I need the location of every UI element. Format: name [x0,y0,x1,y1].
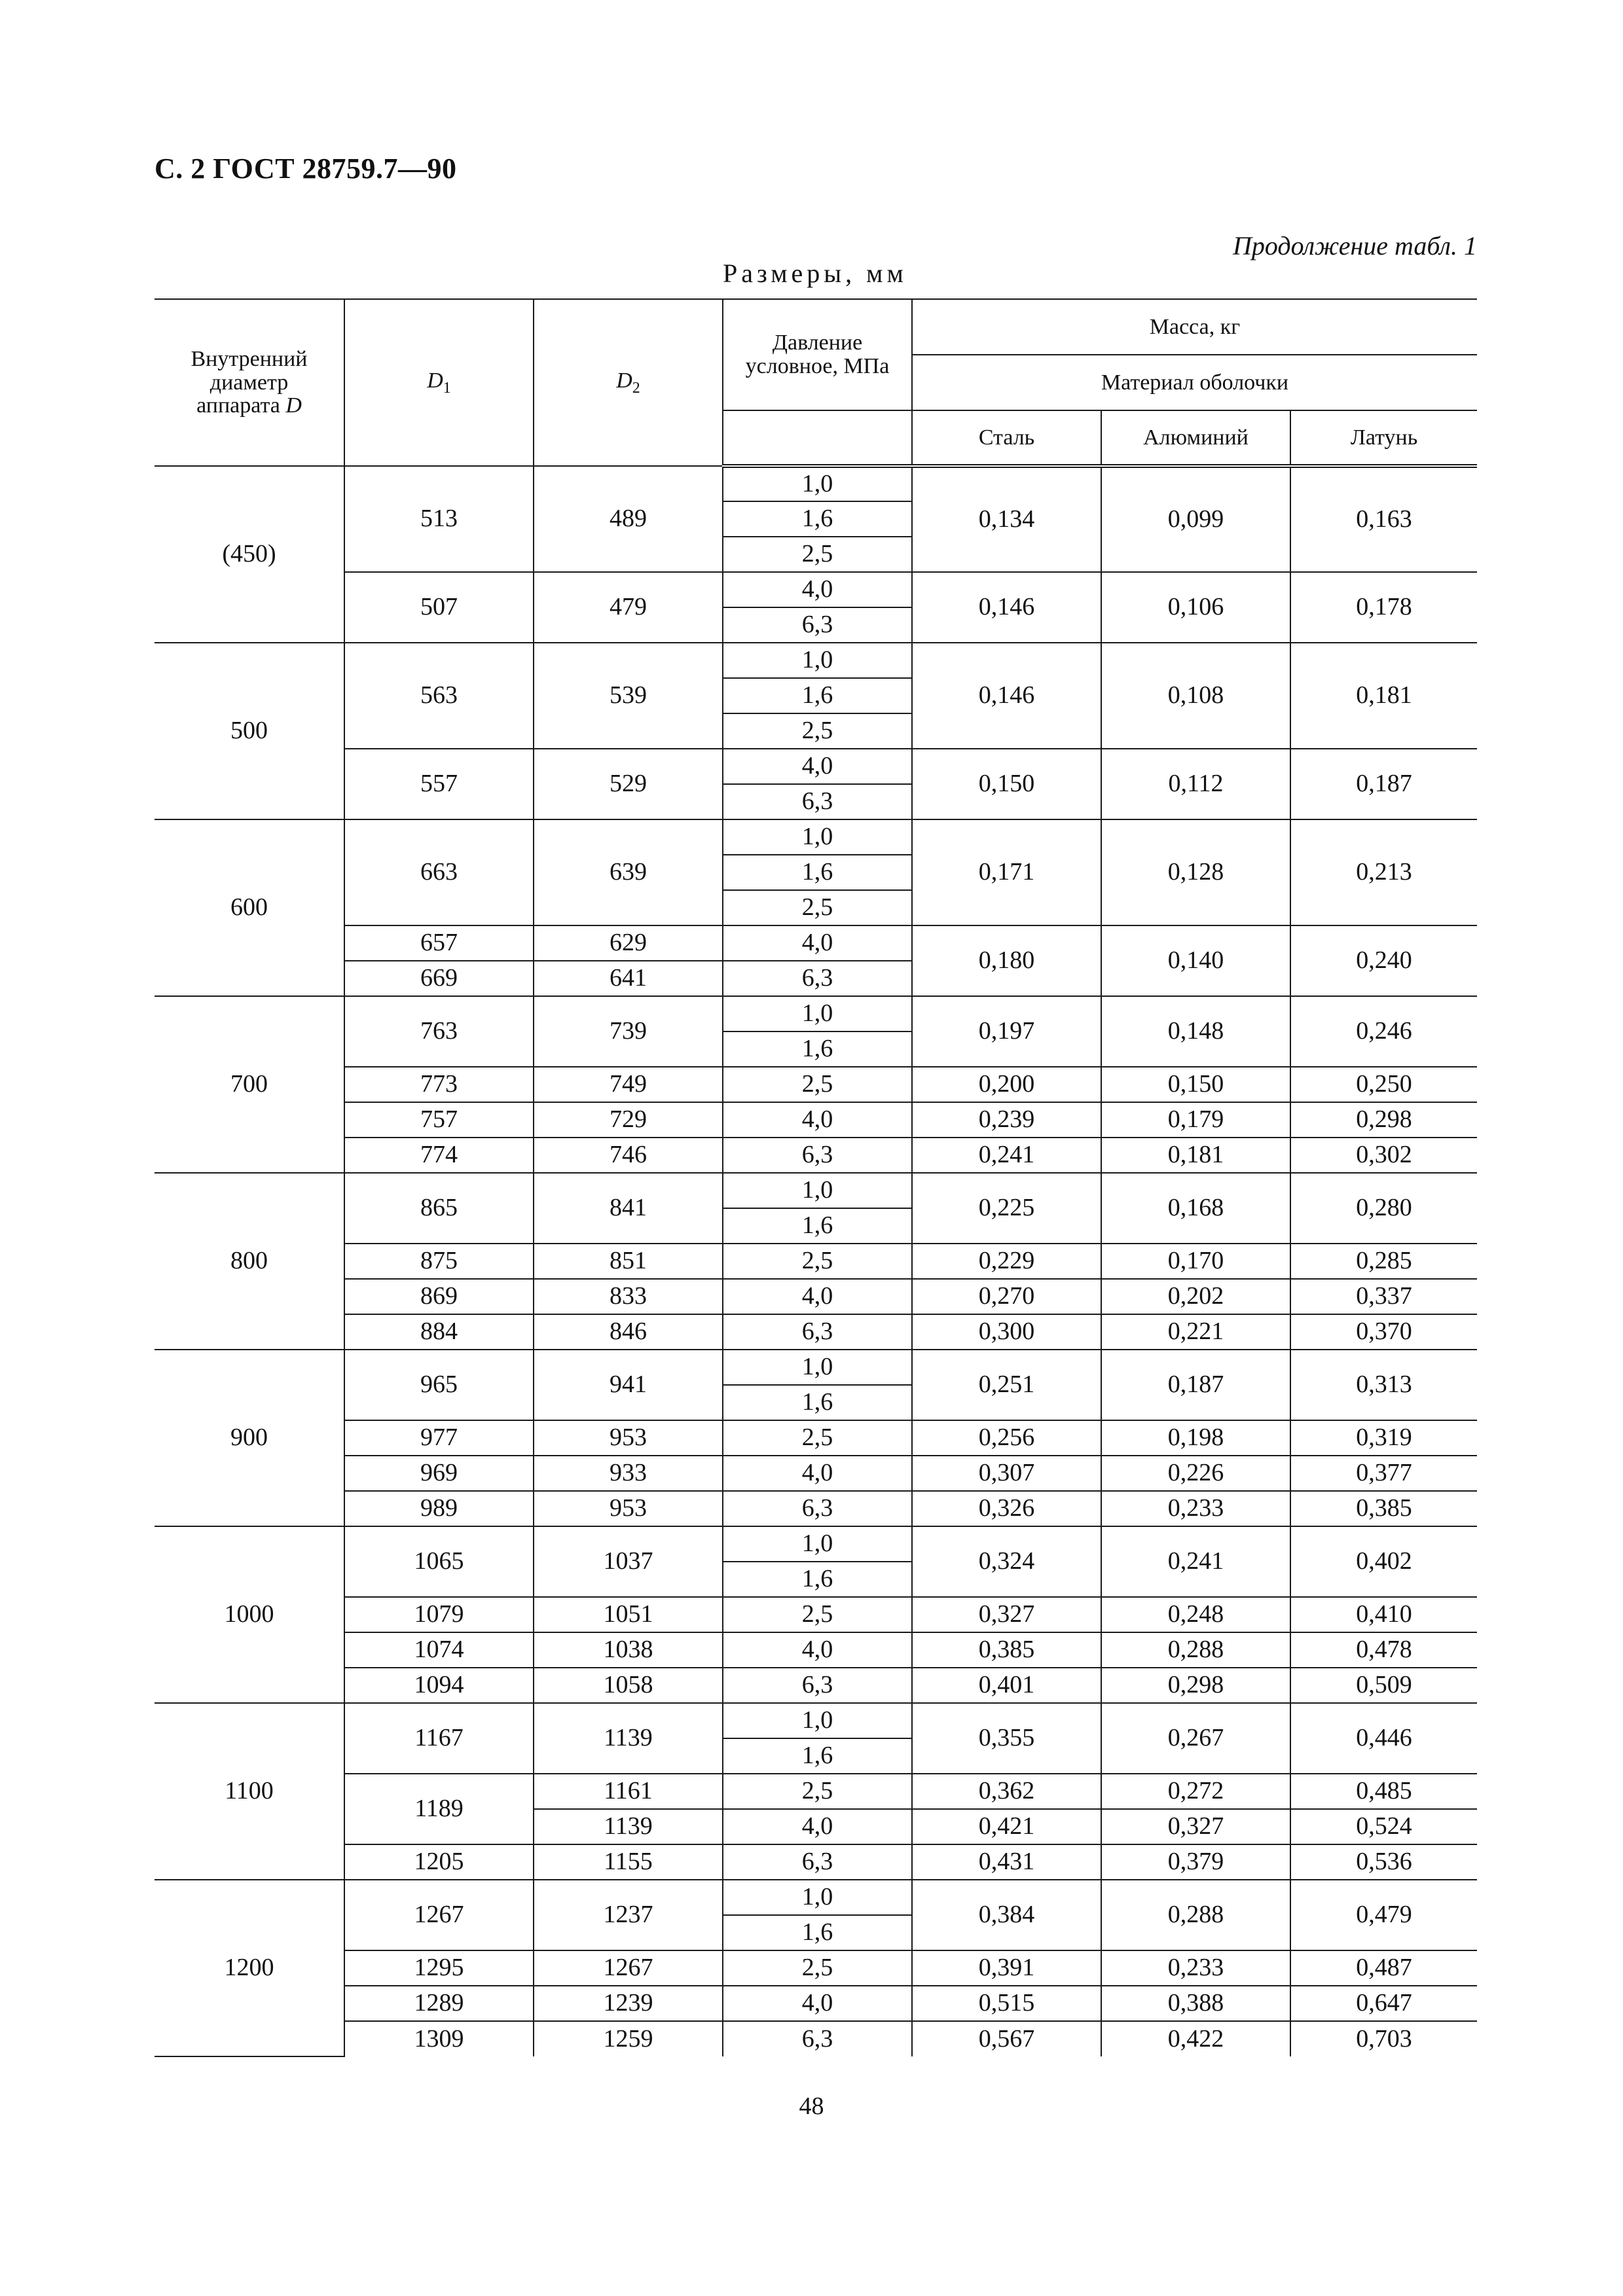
cell-pressure: 4,0 [723,925,912,961]
cell-d2: 1267 [534,1950,723,1986]
cell-d2: 529 [534,749,723,819]
table-continuation-note: Продолжение табл. 1 [1232,231,1477,260]
cell-d1: 869 [344,1279,534,1314]
cell-pressure: 4,0 [723,1986,912,2021]
cell-mass-brass: 0,485 [1290,1774,1477,1809]
cell-mass-steel: 0,327 [912,1597,1101,1632]
cell-d1: 657 [344,925,534,961]
table-row [155,1456,1477,1491]
table-row [155,1597,1477,1632]
cell-mass-steel: 0,229 [912,1244,1101,1279]
cell-d2: 749 [534,1067,723,1102]
cell-mass-aluminium: 0,140 [1101,925,1290,996]
cell-pressure: 1,6 [723,501,912,537]
col-header-steel: Сталь [912,410,1101,466]
cell-mass-aluminium: 0,388 [1101,1986,1290,2021]
col-header-aluminium: Алюминий [1101,410,1290,466]
cell-d1: 773 [344,1067,534,1102]
cell-d1: 865 [344,1173,534,1244]
cell-inner-diameter: 1000 [155,1526,344,1703]
cell-mass-steel: 0,171 [912,819,1101,925]
cell-d1: 1189 [344,1774,534,1844]
col-header-brass: Латунь [1290,410,1477,466]
cell-d1: 663 [344,819,534,925]
cell-pressure: 4,0 [723,1279,912,1314]
cell-mass-steel: 0,200 [912,1067,1101,1102]
cell-d1: 1094 [344,1668,534,1703]
cell-mass-aluminium: 0,128 [1101,819,1290,925]
cell-pressure: 1,0 [723,1350,912,1385]
cell-mass-brass: 0,487 [1290,1950,1477,1986]
cell-inner-diameter: (450) [155,466,344,643]
table-row [155,1350,1477,1385]
cell-mass-aluminium: 0,233 [1101,1491,1290,1526]
cell-mass-aluminium: 0,226 [1101,1456,1290,1491]
cell-pressure: 2,5 [723,537,912,572]
cell-mass-steel: 0,307 [912,1456,1101,1491]
table-row [155,466,1477,501]
cell-mass-brass: 0,181 [1290,643,1477,749]
cell-mass-aluminium: 0,179 [1101,1102,1290,1138]
cell-pressure: 2,5 [723,1067,912,1102]
cell-mass-steel: 0,300 [912,1314,1101,1350]
cell-d2: 846 [534,1314,723,1350]
cell-mass-aluminium: 0,112 [1101,749,1290,819]
cell-mass-brass: 0,319 [1290,1420,1477,1456]
cell-mass-steel: 0,225 [912,1173,1101,1244]
cell-mass-steel: 0,431 [912,1844,1101,1880]
table-row [155,1703,1477,1738]
cell-mass-steel: 0,384 [912,1880,1101,1950]
dimensions-table [155,298,1477,2057]
cell-pressure: 1,6 [723,1208,912,1244]
cell-d1: 884 [344,1314,534,1350]
table-row [155,1632,1477,1668]
cell-d2: 746 [534,1138,723,1173]
table-row [155,1491,1477,1526]
cell-d1: 1309 [344,2021,534,2056]
cell-mass-steel: 0,146 [912,572,1101,643]
cell-pressure: 1,0 [723,996,912,1031]
cell-pressure: 4,0 [723,749,912,784]
cell-mass-brass: 0,337 [1290,1279,1477,1314]
cell-mass-aluminium: 0,202 [1101,1279,1290,1314]
table-row [155,1067,1477,1102]
page-number: 48 [799,2092,824,2120]
table-row [155,2021,1477,2056]
cell-mass-aluminium: 0,221 [1101,1314,1290,1350]
cell-mass-steel: 0,567 [912,2021,1101,2056]
cell-d1: 757 [344,1102,534,1138]
cell-mass-steel: 0,180 [912,925,1101,996]
cell-mass-aluminium: 0,150 [1101,1067,1290,1102]
cell-d2: 641 [534,961,723,996]
cell-mass-brass: 0,524 [1290,1809,1477,1844]
cell-pressure: 2,5 [723,1597,912,1632]
table-row [155,1774,1477,1809]
cell-pressure: 6,3 [723,961,912,996]
page-header: С. 2 ГОСТ 28759.7—90 [155,152,457,185]
cell-d1: 1079 [344,1597,534,1632]
cell-mass-aluminium: 0,241 [1101,1526,1290,1597]
cell-d1: 669 [344,961,534,996]
cell-pressure: 2,5 [723,713,912,749]
cell-d1: 563 [344,643,534,749]
cell-pressure: 1,6 [723,678,912,713]
cell-pressure: 1,6 [723,1031,912,1067]
cell-mass-brass: 0,385 [1290,1491,1477,1526]
cell-mass-steel: 0,391 [912,1950,1101,1986]
col-header-shell-material: Материал оболочки [912,355,1477,410]
table-row [155,996,1477,1031]
cell-pressure: 6,3 [723,607,912,643]
cell-mass-brass: 0,370 [1290,1314,1477,1350]
cell-mass-steel: 0,270 [912,1279,1101,1314]
cell-d2: 851 [534,1244,723,1279]
cell-pressure: 2,5 [723,1244,912,1279]
cell-mass-brass: 0,246 [1290,996,1477,1067]
cell-inner-diameter: 800 [155,1173,344,1350]
table-row [155,1420,1477,1456]
cell-mass-brass: 0,187 [1290,749,1477,819]
table-row [155,1102,1477,1138]
cell-mass-brass: 0,178 [1290,572,1477,643]
table-row [155,643,1477,678]
cell-pressure: 6,3 [723,1314,912,1350]
cell-pressure: 4,0 [723,1456,912,1491]
cell-mass-brass: 0,509 [1290,1668,1477,1703]
cell-mass-aluminium: 0,327 [1101,1809,1290,1844]
cell-mass-brass: 0,213 [1290,819,1477,925]
cell-mass-aluminium: 0,267 [1101,1703,1290,1774]
cell-mass-brass: 0,402 [1290,1526,1477,1597]
cell-d2: 1038 [534,1632,723,1668]
cell-mass-steel: 0,134 [912,466,1101,572]
cell-mass-aluminium: 0,170 [1101,1244,1290,1279]
cell-mass-aluminium: 0,108 [1101,643,1290,749]
cell-mass-aluminium: 0,099 [1101,466,1290,572]
cell-d2: 1051 [534,1597,723,1632]
cell-mass-steel: 0,355 [912,1703,1101,1774]
cell-pressure: 1,0 [723,1703,912,1738]
cell-mass-steel: 0,256 [912,1420,1101,1456]
cell-pressure: 6,3 [723,2021,912,2056]
cell-mass-brass: 0,377 [1290,1456,1477,1491]
cell-pressure: 6,3 [723,784,912,819]
cell-d1: 1205 [344,1844,534,1880]
table-row [155,1526,1477,1562]
cell-d2: 1237 [534,1880,723,1950]
cell-inner-diameter: 900 [155,1350,344,1526]
cell-d2: 1161 [534,1774,723,1809]
cell-mass-aluminium: 0,288 [1101,1632,1290,1668]
cell-d2: 639 [534,819,723,925]
cell-pressure: 2,5 [723,1950,912,1986]
cell-d2: 629 [534,925,723,961]
table-row [155,1986,1477,2021]
cell-mass-steel: 0,239 [912,1102,1101,1138]
cell-pressure: 2,5 [723,1774,912,1809]
cell-mass-steel: 0,515 [912,1986,1101,2021]
cell-pressure: 6,3 [723,1844,912,1880]
cell-mass-brass: 0,536 [1290,1844,1477,1880]
cell-mass-brass: 0,446 [1290,1703,1477,1774]
cell-d1: 507 [344,572,534,643]
cell-d1: 1267 [344,1880,534,1950]
cell-mass-brass: 0,410 [1290,1597,1477,1632]
cell-d1: 977 [344,1420,534,1456]
cell-mass-aluminium: 0,168 [1101,1173,1290,1244]
cell-d2: 841 [534,1173,723,1244]
cell-d2: 933 [534,1456,723,1491]
cell-mass-steel: 0,401 [912,1668,1101,1703]
cell-mass-aluminium: 0,181 [1101,1138,1290,1173]
col-header-pressure: Давление условное, МПа [723,299,912,410]
cell-mass-brass: 0,313 [1290,1350,1477,1420]
table-row [155,1138,1477,1173]
cell-mass-brass: 0,240 [1290,925,1477,996]
cell-mass-steel: 0,241 [912,1138,1101,1173]
cell-d1: 557 [344,749,534,819]
cell-d2: 953 [534,1491,723,1526]
table-row [155,1844,1477,1880]
cell-d1: 513 [344,466,534,572]
cell-mass-brass: 0,285 [1290,1244,1477,1279]
cell-mass-steel: 0,324 [912,1526,1101,1597]
cell-pressure: 6,3 [723,1491,912,1526]
table-row [155,925,1477,961]
cell-d1: 969 [344,1456,534,1491]
cell-d1: 1074 [344,1632,534,1668]
cell-mass-aluminium: 0,187 [1101,1350,1290,1420]
cell-d2: 833 [534,1279,723,1314]
cell-d2: 739 [534,996,723,1067]
cell-mass-aluminium: 0,298 [1101,1668,1290,1703]
cell-mass-aluminium: 0,248 [1101,1597,1290,1632]
cell-mass-brass: 0,280 [1290,1173,1477,1244]
cell-mass-brass: 0,163 [1290,466,1477,572]
cell-pressure: 1,0 [723,1173,912,1208]
cell-pressure: 1,0 [723,1880,912,1915]
cell-mass-brass: 0,298 [1290,1102,1477,1138]
col-header-mass: Масса, кг [912,299,1477,355]
cell-d2: 479 [534,572,723,643]
table-row [155,749,1477,784]
cell-pressure: 1,0 [723,466,912,501]
cell-mass-aluminium: 0,148 [1101,996,1290,1067]
cell-mass-aluminium: 0,233 [1101,1950,1290,1986]
table-row [155,1950,1477,1986]
cell-mass-steel: 0,150 [912,749,1101,819]
cell-pressure: 4,0 [723,1632,912,1668]
cell-inner-diameter: 700 [155,996,344,1173]
col-header-d1: $D_1$ [344,299,534,466]
cell-d2: 489 [534,466,723,572]
cell-pressure: 1,6 [723,1915,912,1950]
col-header-d2: $D_2$ [534,299,723,466]
cell-pressure: 1,6 [723,855,912,890]
cell-pressure: 6,3 [723,1138,912,1173]
cell-d1: 875 [344,1244,534,1279]
cell-mass-brass: 0,647 [1290,1986,1477,2021]
cell-pressure: 2,5 [723,1420,912,1456]
table-row [155,1668,1477,1703]
table-row [155,1244,1477,1279]
cell-pressure: 1,0 [723,819,912,855]
cell-inner-diameter: 1100 [155,1703,344,1880]
table-row [155,1173,1477,1208]
cell-mass-aluminium: 0,106 [1101,572,1290,643]
cell-d2: 729 [534,1102,723,1138]
cell-d2: 941 [534,1350,723,1420]
cell-mass-brass: 0,479 [1290,1880,1477,1950]
cell-d1: 774 [344,1138,534,1173]
cell-mass-aluminium: 0,198 [1101,1420,1290,1456]
col-header-inner-diameter: Внутренний диаметр аппарата D [155,299,344,466]
cell-pressure: 4,0 [723,1102,912,1138]
cell-d1: 1065 [344,1526,534,1597]
cell-mass-brass: 0,478 [1290,1632,1477,1668]
cell-mass-brass: 0,250 [1290,1067,1477,1102]
cell-pressure: 1,0 [723,1526,912,1562]
cell-d2: 1155 [534,1844,723,1880]
cell-mass-aluminium: 0,272 [1101,1774,1290,1809]
cell-d2: 539 [534,643,723,749]
table-units-caption: Размеры, мм [723,259,907,288]
cell-pressure: 1,6 [723,1385,912,1420]
cell-d2: 1239 [534,1986,723,2021]
cell-inner-diameter: 1200 [155,1880,344,2056]
cell-mass-steel: 0,146 [912,643,1101,749]
cell-d2: 1139 [534,1703,723,1774]
cell-pressure: 6,3 [723,1668,912,1703]
cell-inner-diameter: 600 [155,819,344,996]
cell-pressure: 1,0 [723,643,912,678]
cell-mass-steel: 0,385 [912,1632,1101,1668]
table-row [155,1314,1477,1350]
cell-mass-steel: 0,362 [912,1774,1101,1809]
table-row [155,1880,1477,1915]
cell-d1: 763 [344,996,534,1067]
table-row [155,1279,1477,1314]
cell-mass-aluminium: 0,288 [1101,1880,1290,1950]
cell-d1: 1295 [344,1950,534,1986]
cell-d2: 1037 [534,1526,723,1597]
cell-d2: 1259 [534,2021,723,2056]
cell-mass-steel: 0,421 [912,1809,1101,1844]
cell-d2: 953 [534,1420,723,1456]
cell-inner-diameter: 500 [155,643,344,819]
table-body [155,466,1477,2056]
cell-pressure: 1,6 [723,1562,912,1597]
table-row [155,572,1477,607]
cell-mass-steel: 0,197 [912,996,1101,1067]
cell-mass-steel: 0,326 [912,1491,1101,1526]
cell-mass-steel: 0,251 [912,1350,1101,1420]
cell-d1: 1167 [344,1703,534,1774]
cell-pressure: 4,0 [723,572,912,607]
cell-d2: 1139 [534,1809,723,1844]
cell-pressure: 4,0 [723,1809,912,1844]
cell-mass-aluminium: 0,379 [1101,1844,1290,1880]
col-header-pressure-spacer [723,410,912,466]
cell-pressure: 1,6 [723,1738,912,1774]
cell-d1: 1289 [344,1986,534,2021]
cell-d1: 965 [344,1350,534,1420]
cell-d1: 989 [344,1491,534,1526]
table-row [155,819,1477,855]
cell-mass-brass: 0,703 [1290,2021,1477,2056]
cell-mass-brass: 0,302 [1290,1138,1477,1173]
cell-mass-aluminium: 0,422 [1101,2021,1290,2056]
cell-d2: 1058 [534,1668,723,1703]
cell-pressure: 2,5 [723,890,912,925]
